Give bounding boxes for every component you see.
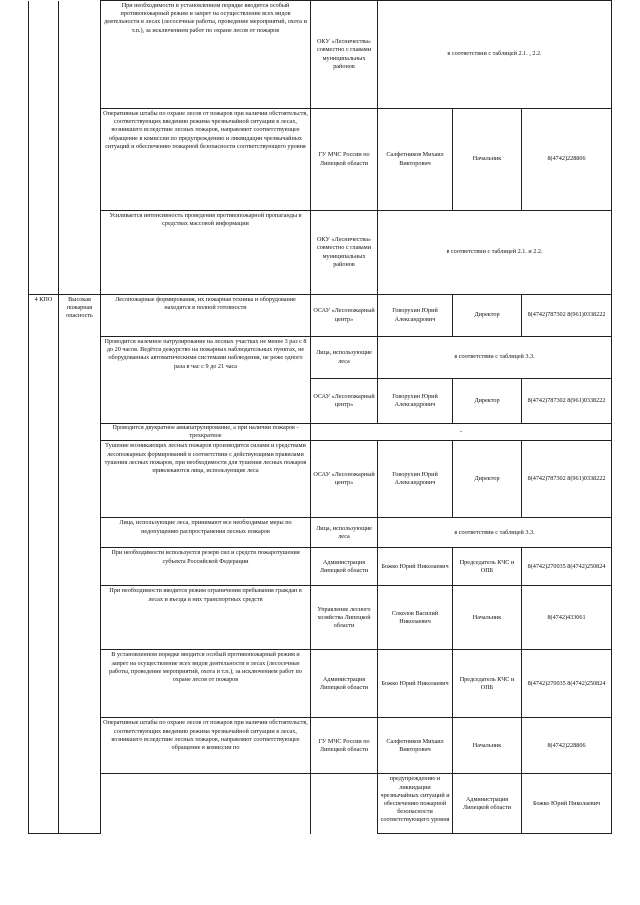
table-row — [29, 774, 612, 834]
responsible-cell: Администрация Липецкой области — [453, 774, 522, 834]
responsible-cell: Лица, использующие леса — [311, 337, 378, 379]
danger-cell — [59, 211, 101, 295]
table-row — [29, 548, 612, 586]
person-cell: Говорухин Юрий Александрович — [378, 295, 453, 337]
responsible-cell: ОСАУ «Лесопожарный центр» — [311, 295, 378, 337]
position-cell: Директор — [453, 441, 522, 518]
person-cell: Салфетников Михаил Викторович — [378, 109, 453, 211]
measure-cell: При необходимости в установленном порядке вводится особый противопожарный режим и запрет на осуществление всех видов деятельности в лесах (лесосечные работы, проведение мероприятий, охота и т.п.), за исключением работ по охране лесов от пожаров — [101, 1, 311, 109]
measure-cell: Усиливается интенсивность проведения противопожарной пропаганды в средствах массовой информации — [101, 211, 311, 295]
position-cell: Директор — [453, 295, 522, 337]
measure-cell: При необходимости вводится режим ограничения пребывания граждан в лесах и въезда в них транспортных средств — [101, 586, 311, 650]
merged-cell: в соответствии с таблицей 2.1. и 2.2. — [378, 211, 612, 295]
phone-cell: 8(4742)787302 8(961)0338222 — [522, 295, 612, 337]
table-row — [29, 441, 612, 518]
responsible-cell: ОКУ «Лесничества» совместно с главами муниципальных районов — [311, 211, 378, 295]
phone-cell: 8(4742)787302 8(961)0338222 — [522, 379, 612, 424]
responsible-cell: Администрация Липецкой области — [311, 548, 378, 586]
measure-cell: При необходимости используется резерв сил и средств пожаротушения субъекта Российской Федерации — [101, 548, 311, 586]
measure-cell: Проводится двукратное авиапатрулирование, а при наличии пожаров - трехкратное — [101, 424, 311, 441]
measure-cell: В установленном порядке вводится особый противопожарный режим и запрет на осуществление всех видов деятельности в лесах (лесосечные работы, проведение мероприятий, охота и т.п.), за исключением работ по охране лесов от пожаров — [101, 650, 311, 718]
person-cell: Божко Юрий Николаевич — [522, 774, 612, 834]
level-cell: 4 КПО — [29, 295, 59, 834]
position-cell: Председатель КЧС и ОПБ — [453, 650, 522, 718]
person-cell: Салфетников Михаил Викторович — [378, 718, 453, 774]
phone-cell: 8(4742)228806 — [522, 718, 612, 774]
table-row — [29, 1, 612, 109]
responsible-cell: Лица, использующие леса — [311, 518, 378, 548]
table-row — [29, 518, 612, 548]
danger-cell: Высокая пожарная опасность — [59, 295, 101, 834]
measure-cell: Лица, использующие леса, принимают все необходимые меры по недопущению распространения лесных пожаров — [101, 518, 311, 548]
position-cell: Председатель КЧС и ОПБ — [453, 548, 522, 586]
measure-cell: Оперативные штабы по охране лесов от пожаров при наличии обстоятельств, соответствующих введению режима чрезвычайной ситуации в лесах, возникшего вследствие лесных пожаров, направляют соответствующее обращение в комиссии по — [101, 718, 311, 774]
level-cell — [29, 1, 59, 109]
merged-cell: в соответствии с таблицей 2.1. , 2.2. — [378, 1, 612, 109]
merged-cell: в соответствии с таблицей 3.3. — [378, 337, 612, 379]
responsible-cell: Администрация Липецкой области — [311, 650, 378, 718]
person-cell: Соколов Василий Николаевич — [378, 586, 453, 650]
danger-cell — [59, 1, 101, 109]
measure-cell: Проводится наземное патрулирование на лесных участках не менее 3 раз с 8 до 20 часов. Ведётся дежурство на пожарных наблюдательных пунктах, не оборудованных автоматическими системами наблюдения, не реже одного раза в час с 9 до 21 часа — [101, 337, 311, 424]
position-cell: Начальник — [453, 586, 522, 650]
merged-cell: в соответствии с таблицей 3.3. — [378, 518, 612, 548]
level-cell — [101, 774, 311, 834]
level-cell — [29, 109, 59, 211]
measure-cell: Оперативные штабы по охране лесов от пожаров при наличии обстоятельств, соответствующих введению режима чрезвычайной ситуации в лесах, возникшего вследствие лесных пожаров, направляют соответствующее обращение в комиссии по предупреждению и ликвидации чрезвычайных ситуаций и обеспечению пожарной безопасности соответствующего уровня — [101, 109, 311, 211]
danger-cell — [311, 774, 378, 834]
person-cell: Божко Юрий Николаевич — [378, 548, 453, 586]
phone-cell: 8(4742)270035 8(4742)250824 — [522, 650, 612, 718]
merged-cell: - — [311, 424, 612, 441]
level-cell — [29, 211, 59, 295]
responsible-cell: Управление лесного хозяйства Липецкой области — [311, 586, 378, 650]
person-cell: Говорухин Юрий Александрович — [378, 441, 453, 518]
measure-cell: предупреждению и ликвидации чрезвычайных ситуаций и обеспечению пожарной безопасности соответствующего уровня — [378, 774, 453, 834]
responsible-cell: ОСАУ «Лесопожарный центр» — [311, 379, 378, 424]
fire-measures-table — [28, 0, 612, 834]
responsible-cell: ОСАУ «Лесопожарный центр» — [311, 441, 378, 518]
table-row — [29, 424, 612, 441]
position-cell: Директор — [453, 379, 522, 424]
table-row — [29, 337, 612, 379]
table-row — [29, 109, 612, 211]
position-cell: Начальник — [453, 718, 522, 774]
person-cell: Говорухин Юрий Александрович — [378, 379, 453, 424]
phone-cell: 8(4742)433061 — [522, 586, 612, 650]
table-row — [29, 295, 612, 337]
responsible-cell: ГУ МЧС России по Липецкой области — [311, 109, 378, 211]
responsible-cell: ГУ МЧС России по Липецкой области — [311, 718, 378, 774]
phone-cell: 8(4742)787302 8(961)0338222 — [522, 441, 612, 518]
phone-cell: 8(4742)270035 8(4742)250824 — [522, 548, 612, 586]
table-row — [29, 586, 612, 650]
person-cell: Божко Юрий Николаевич — [378, 650, 453, 718]
table-row — [29, 211, 612, 295]
position-cell: Начальник — [453, 109, 522, 211]
responsible-cell: ОКУ «Лесничества» совместно с главами муниципальных районов — [311, 1, 378, 109]
phone-cell: 8(4742)228806 — [522, 109, 612, 211]
table-row — [29, 718, 612, 774]
measure-cell: Тушение возникающих лесных пожаров производится силами и средствами лесопожарных формирований в соответствии с действующими правилами тушения лесных пожаров, при необходимости для тушения лесных пожаров привлекаются лица, использующие леса — [101, 441, 311, 518]
table-row — [29, 650, 612, 718]
danger-cell — [59, 109, 101, 211]
measure-cell: Лесопожарные формирования, их пожарная техника и оборудование находятся в полной готовности — [101, 295, 311, 337]
